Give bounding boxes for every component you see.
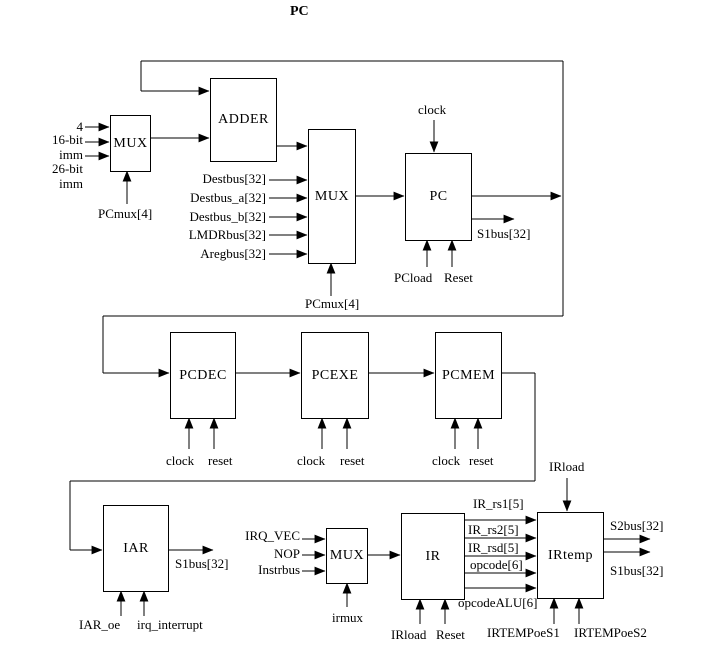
block-pcexe <box>301 332 369 419</box>
signal-iar-s1bus: S1bus[32] <box>175 556 229 571</box>
signal-mux1-in-4: 4 <box>76 119 83 134</box>
block-pcexe-label: PCEXE <box>311 367 359 383</box>
signal-mux1-in-26bit: 26-bit <box>51 161 83 176</box>
block-pc-label: PC <box>429 189 448 204</box>
signal-irtempoes2: IRTEMPoeS2 <box>574 625 647 640</box>
block-pc <box>405 153 472 241</box>
signal-irload-irtemp: IRload <box>549 459 585 474</box>
signal-ir-reset: Reset <box>436 627 465 642</box>
signal-opcode-alu: opcodeALU[6] <box>458 595 538 610</box>
signal-irmux: irmux <box>332 610 364 625</box>
block-ir-label: IR <box>425 548 441 564</box>
block-mux2-label: MUX <box>314 188 350 204</box>
signal-ir-rsd: IR_rsd[5] <box>468 540 519 555</box>
signal-instrbus: Instrbus <box>258 562 300 577</box>
signal-pc-s1bus: S1bus[32] <box>477 226 531 241</box>
signal-pcexe-clock: clock <box>297 453 326 468</box>
signal-lmdrbus: LMDRbus[32] <box>188 227 266 242</box>
signal-pcdec-clock: clock <box>166 453 195 468</box>
signal-irtemp-s1bus: S1bus[32] <box>610 563 664 578</box>
signal-pcmem-clock: clock <box>432 453 461 468</box>
signal-pc-reset: Reset <box>444 270 473 285</box>
signal-opcode: opcode[6] <box>470 557 523 572</box>
signal-aregbus: Aregbus[32] <box>200 246 266 261</box>
signal-pcdec-reset: reset <box>208 453 233 468</box>
block-pcdec <box>170 332 236 419</box>
signal-iar-oe: IAR_oe <box>79 617 121 632</box>
signal-pcload: PCload <box>394 270 433 285</box>
signal-pcmux2: PCmux[4] <box>305 296 360 311</box>
block-mux1-label: MUX <box>113 135 148 151</box>
block-irtemp-label: IRtemp <box>548 547 593 563</box>
block-mux1 <box>110 115 151 172</box>
signal-mux1-in-16bit: 16-bit <box>51 132 83 147</box>
signal-ir-rs2: IR_rs2[5] <box>468 522 519 537</box>
signal-pcmem-reset: reset <box>469 453 494 468</box>
block-pcmem <box>435 332 502 419</box>
block-ir <box>401 513 465 600</box>
block-irtemp <box>537 512 604 599</box>
signal-nop: NOP <box>273 546 300 561</box>
block-iar <box>103 505 169 592</box>
block-mux3-label: MUX <box>329 548 365 563</box>
signal-destbus: Destbus[32] <box>202 171 266 186</box>
signal-irq-vec: IRQ_VEC <box>245 528 300 543</box>
block-pcdec-label: PCDEC <box>179 367 227 383</box>
signal-ir-irload: IRload <box>391 627 427 642</box>
block-adder <box>210 78 277 162</box>
signal-irtemp-s2bus: S2bus[32] <box>610 518 664 533</box>
signal-pcmux1: PCmux[4] <box>98 206 153 221</box>
signal-ir-rs1: IR_rs1[5] <box>473 496 524 511</box>
signal-destbus-b: Destbus_b[32] <box>189 209 266 224</box>
signal-irtempoes1: IRTEMPoeS1 <box>487 625 560 640</box>
block-mux2 <box>308 129 356 264</box>
signal-pc-clock: clock <box>418 102 447 117</box>
signal-mux1-in-imm16: imm <box>59 147 83 162</box>
block-iar-label: IAR <box>123 540 149 556</box>
block-pcmem-label: PCMEM <box>441 367 496 383</box>
block-mux3 <box>326 528 368 584</box>
diagram-title: PC <box>290 4 309 19</box>
signal-irq-interrupt: irq_interrupt <box>137 617 203 632</box>
signal-pcexe-reset: reset <box>340 453 365 468</box>
signal-mux1-in-imm26: imm <box>59 176 83 191</box>
signal-destbus-a: Destbus_a[32] <box>190 190 266 205</box>
block-adder-label: ADDER <box>218 112 269 127</box>
